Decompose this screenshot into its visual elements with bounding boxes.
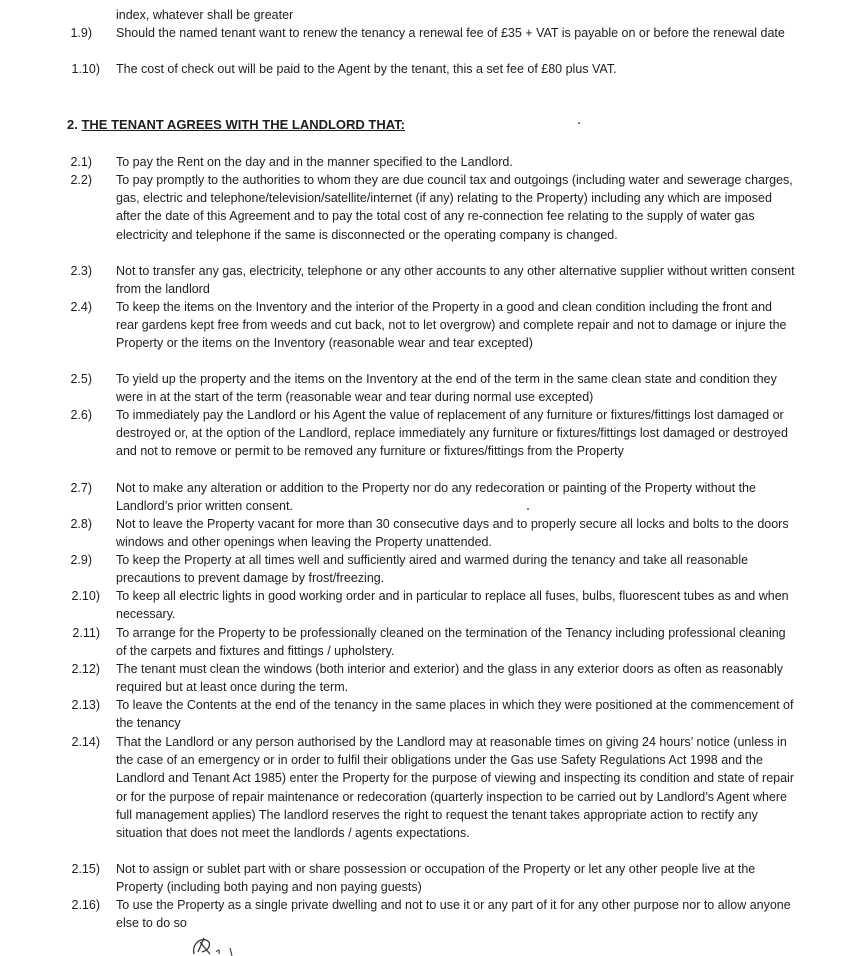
- clause-text: To leave the Contents at the end of the tenancy in the same places in which they were positioned at the commencement of the tenancy: [116, 698, 794, 731]
- clause-number: 2.8): [70, 517, 92, 531]
- clause-number: 2.15): [71, 862, 100, 876]
- clause-text: The cost of check out will be paid to the Agent by the tenant, this a set fee of £80 plus VAT.: [116, 62, 617, 76]
- clause-text: Not to transfer any gas, electricity, telephone or any other accounts to any other alternative supplier without written consent from the landlord: [116, 264, 795, 297]
- clause-text: To pay promptly to the authorities to whom they are due council tax and outgoings (including water and sewerage charges, gas, electric and telephone/television/satellite/internet (if any) relating to the Property) including any which are imposed after the date of this Agreement and to pay the total cost of any re-connection fee relating to the supply of water gas electricity and telephone if the same is disconnected or the operating company is changed.: [116, 173, 793, 242]
- clause-number: 2.14): [71, 735, 100, 749]
- clause-number: 2.12): [71, 662, 100, 676]
- clause-text: To immediately pay the Landlord or his Agent the value of replacement of any furniture or fixtures/fittings lost damaged or destroyed or, at the option of the Landlord, replace immediately any furniture or fixtures/fittings lost damaged or destroyed and not to remove or permit to be removed any furniture or fixtures/fittings from the Property: [116, 408, 788, 459]
- clause-text: To keep the Property at all times well and sufficiently aired and warmed during the tenancy and take all reasonable precautions to prevent damage by frost/freezing.: [116, 553, 749, 586]
- clause-text: Not to leave the Property vacant for more than 30 consecutive days and to properly secure all locks and bolts to the doors windows and other openings when leaving the Property unattended.: [116, 517, 789, 550]
- clause-number: 2.11): [72, 626, 100, 640]
- clause-text: To arrange for the Property to be professionally cleaned on the termination of the Tenancy including professional cleaning of the carpets and fixtures and fittings / upholstery.: [116, 626, 786, 659]
- clause-number: 2.5): [70, 372, 92, 386]
- scan-speck: [578, 122, 580, 124]
- clause-text: To keep the items on the Inventory and the interior of the Property in a good and clean condition including the front and rear gardens kept free from weeds and cut back, not to let overgrow) and complete repair and not to damage or injure the Property or the items on the Inventory (reasonable wear and tear excepted): [116, 300, 787, 351]
- clause-text: To use the Property as a single private dwelling and not to use it or any part of it for any other purpose nor to allow anyone else to do so: [116, 898, 791, 931]
- clause-number: 1.9): [70, 26, 92, 40]
- initials-signature-icon: [190, 934, 250, 956]
- clause-number: 1.10): [71, 62, 100, 76]
- scan-speck: [527, 508, 529, 510]
- clause-number: 2.1): [70, 155, 92, 169]
- clause-text: Not to assign or sublet part with or share possession or occupation of the Property or let any other people live at the Property (including both paying and non paying guests): [116, 862, 756, 895]
- clause-number: 2.9): [70, 553, 92, 567]
- clause-number: 2.4): [70, 300, 92, 314]
- clause-text: To yield up the property and the items on the Inventory at the end of the term in the same clean state and condition they were in at the start of the term (reasonable wear and tear during normal use excepted): [116, 372, 777, 405]
- clause-number: 2.16): [71, 898, 100, 912]
- clause-text: Not to make any alteration or addition to the Property nor do any redecoration or painting of the Property without the Landlord’s prior written consent.: [116, 481, 756, 514]
- clause-number: 2.10): [71, 589, 100, 603]
- clause-number: 2.6): [70, 408, 92, 422]
- clause-text: That the Landlord or any person authorised by the Landlord may at reasonable times on giving 24 hours’ notice (unless in the case of an emergency or in order to fulfil their obligations under the Gas use Safety Regulations Act 1998 and the Landlord and Tenant Act 1985) enter the Property for the purpose of viewing and inspecting its condition and state of repair or for the purpose of repair maintenance or redecoration (quarterly inspection to be carried out by Landlord’s Agent where full management applies) The landlord reserves the right to request the tenant takes appropriate action to rectify any situation that does not meet the landlords / agents expectations.: [116, 735, 794, 841]
- clause-number: 2.7): [70, 481, 92, 495]
- section-heading: [67, 116, 405, 134]
- clause-text: To pay the Rent on the day and in the manner specified to the Landlord.: [116, 155, 513, 169]
- clause-text: The tenant must clean the windows (both interior and exterior) and the glass in any exterior doors as often as reasonably required but at least once during the term.: [116, 662, 784, 695]
- clause-number: 2.3): [70, 264, 92, 278]
- clause-number: 2.13): [71, 698, 100, 712]
- section-number: 2.: [67, 117, 78, 132]
- clause-number: 2.2): [70, 173, 92, 187]
- clause-text: Should the named tenant want to renew the tenancy a renewal fee of £35 + VAT is payable on or before the renewal date: [116, 26, 785, 40]
- continuation-text: index, whatever shall be greater: [116, 8, 294, 22]
- section-title: THE TENANT AGREES WITH THE LANDLORD THAT:: [81, 117, 406, 132]
- clause-text: To keep all electric lights in good working order and in particular to replace all fuses, bulbs, fluorescent tubes as and when necessary.: [116, 589, 789, 622]
